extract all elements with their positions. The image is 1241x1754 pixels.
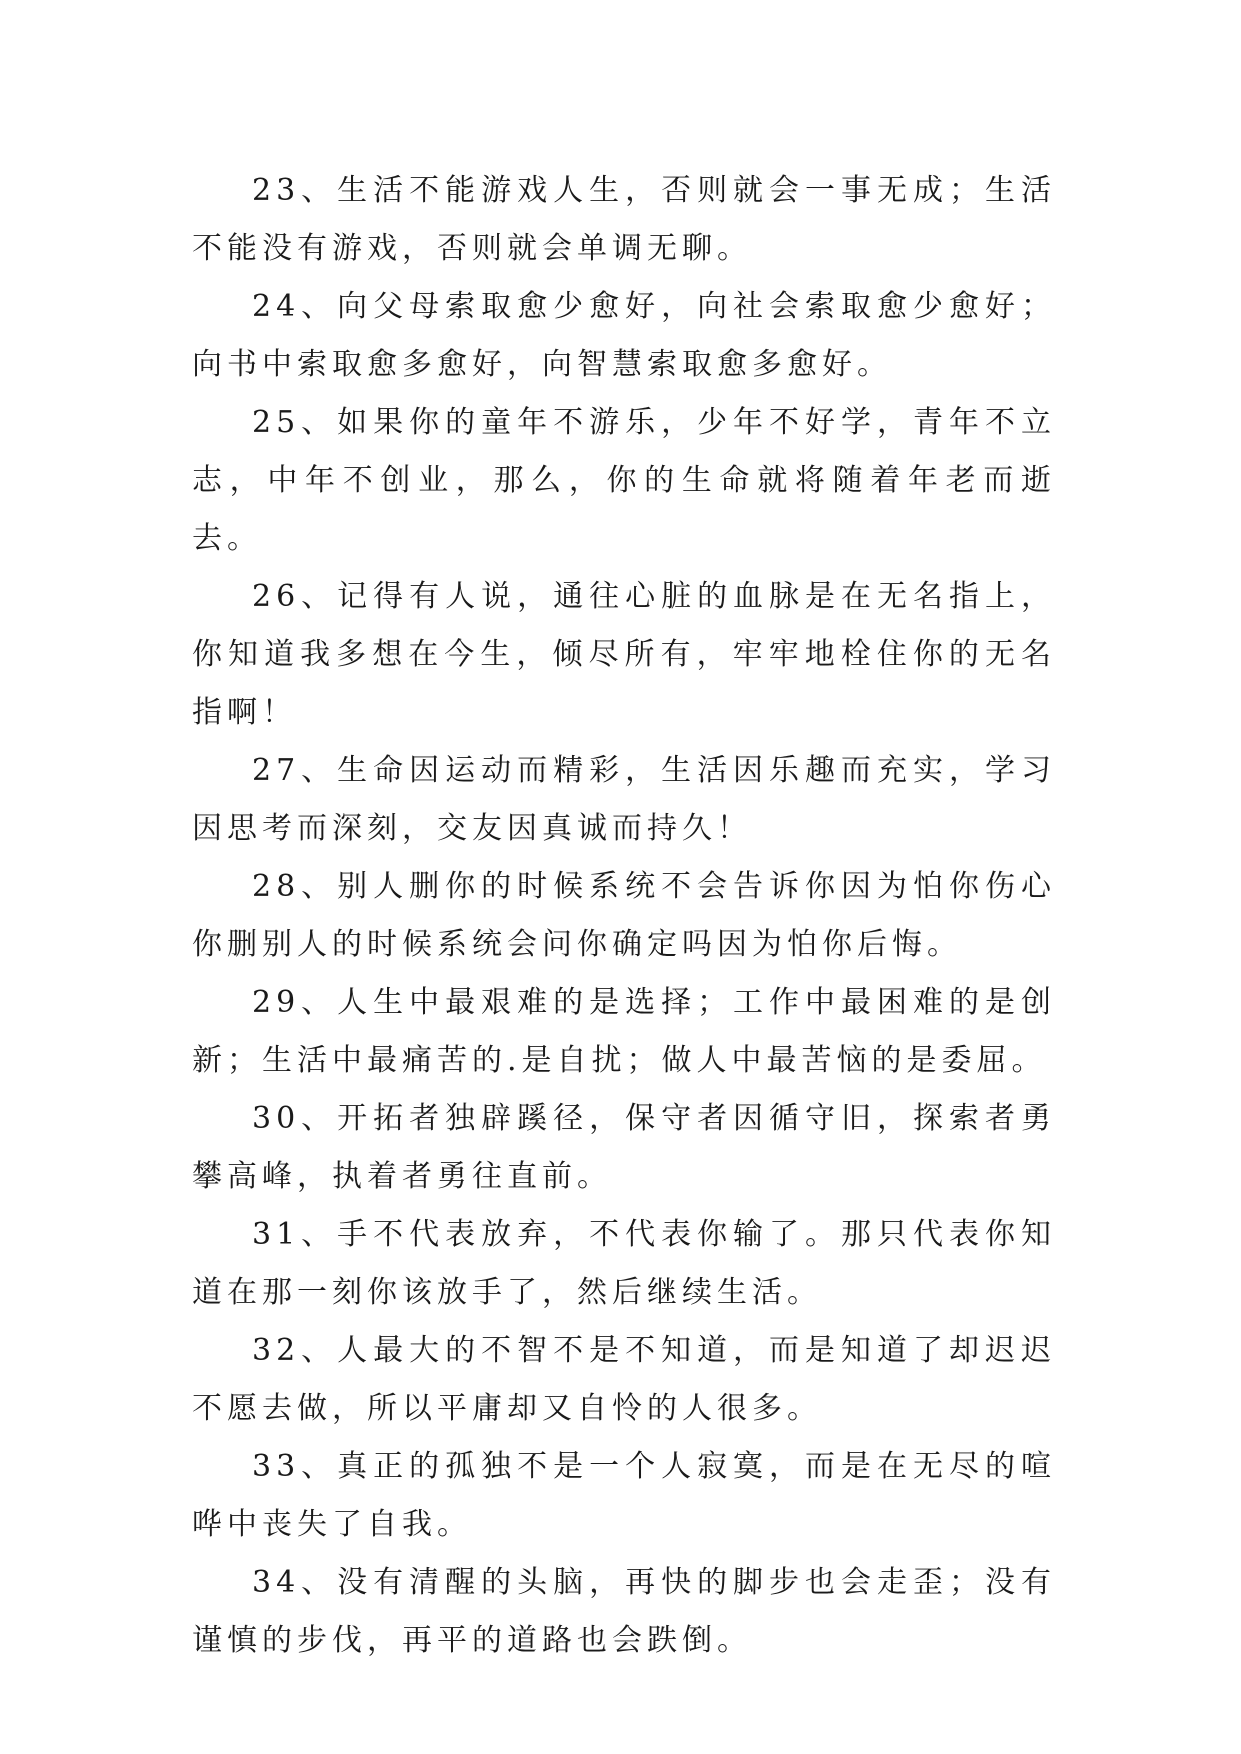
paragraph-29: 29、人生中最艰难的是选择；工作中最困难的是创新；生活中最痛苦的.是自扰；做人中最苦恼的是委屈。 <box>192 985 1056 1078</box>
paragraph-30: 30、开拓者独辟蹊径，保守者因循守旧，探索者勇攀高峰，执着者勇往直前。 <box>192 1101 1056 1194</box>
document-body <box>192 162 1056 1670</box>
paragraph-34: 34、没有清醒的头脑，再快的脚步也会走歪；没有谨慎的步伐，再平的道路也会跌倒。 <box>192 1565 1056 1658</box>
paragraph-23: 23、生活不能游戏人生，否则就会一事无成；生活不能没有游戏，否则就会单调无聊。 <box>192 173 1056 266</box>
paragraph-28: 28、别人删你的时候系统不会告诉你因为怕你伤心你删别人的时候系统会问你确定吗因为怕你后悔。 <box>192 869 1056 962</box>
paragraph-32: 32、人最大的不智不是不知道，而是知道了却迟迟不愿去做，所以平庸却又自怜的人很多。 <box>192 1333 1056 1426</box>
paragraph-33: 33、真正的孤独不是一个人寂寞，而是在无尽的喧哗中丧失了自我。 <box>192 1449 1056 1542</box>
paragraph-31: 31、手不代表放弃，不代表你输了。那只代表你知道在那一刻你该放手了，然后继续生活。 <box>192 1217 1056 1310</box>
paragraph-25: 25、如果你的童年不游乐，少年不好学，青年不立志，中年不创业，那么，你的生命就将随着年老而逝去。 <box>192 405 1056 556</box>
paragraph-27: 27、生命因运动而精彩，生活因乐趣而充实，学习因思考而深刻，交友因真诚而持久！ <box>192 753 1056 846</box>
paragraph-26: 26、记得有人说，通往心脏的血脉是在无名指上，你知道我多想在今生，倾尽所有，牢牢地栓住你的无名指啊！ <box>192 579 1056 730</box>
paragraph-24: 24、向父母索取愈少愈好，向社会索取愈少愈好；向书中索取愈多愈好，向智慧索取愈多愈好。 <box>192 289 1056 382</box>
